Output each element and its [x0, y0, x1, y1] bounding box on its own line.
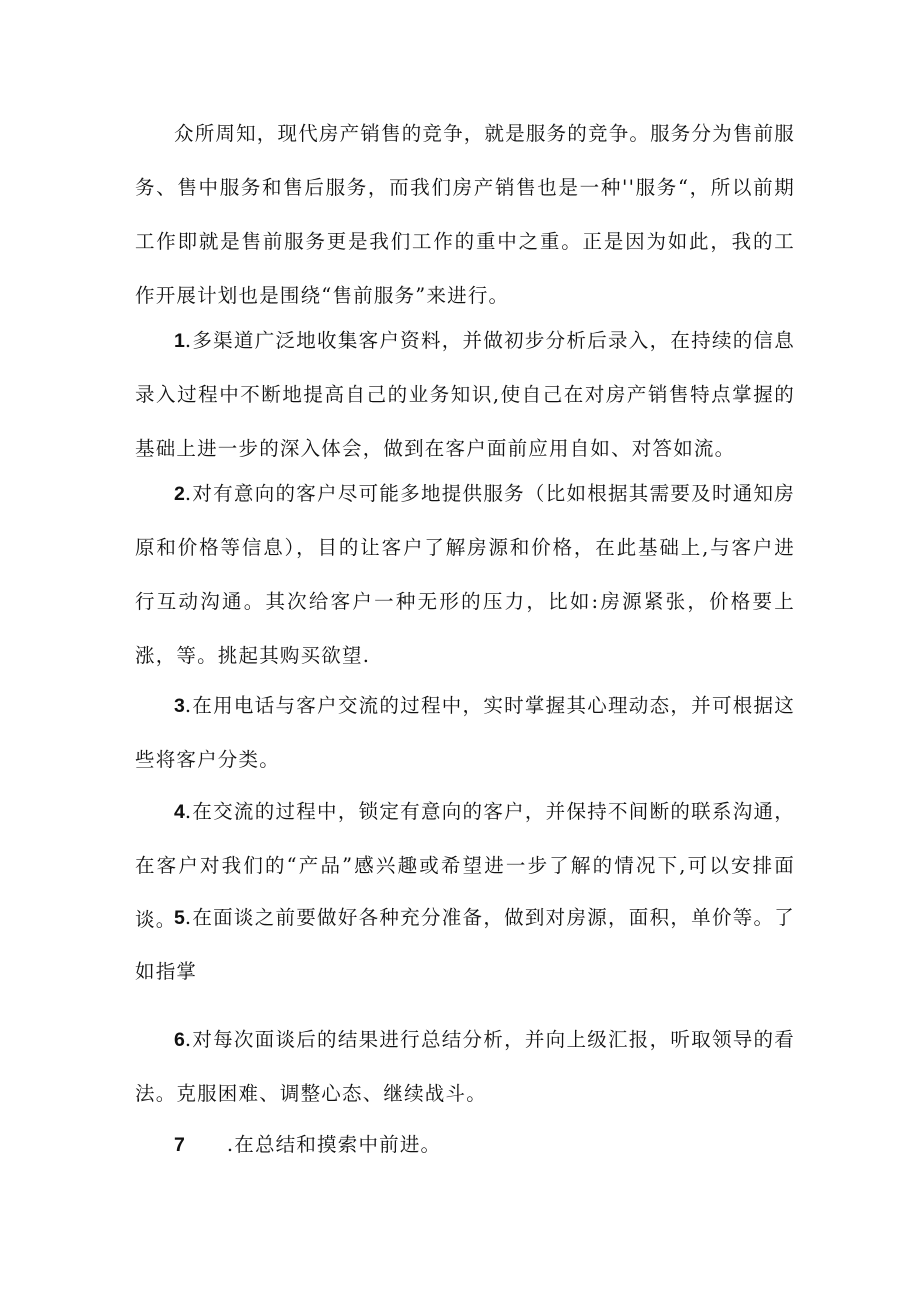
item-number: 2	[174, 483, 185, 505]
item-text: .在总结和摸索中前进。	[226, 1133, 442, 1156]
list-item-5	[135, 891, 795, 999]
list-item-6	[135, 1013, 795, 1121]
item-text: .对有意向的客户尽可能多地提供服务（比如根据其需要及时通知房原和价格等信息），目的让客户了解房源和价格，在此基础上,与客户进行互动沟通。其次给客户一种无形的压力，比如:房源紧张，价格要上涨，等。挑起其购买欲望.	[135, 482, 795, 667]
item-number: 7	[174, 1134, 185, 1156]
list-item-1	[135, 314, 795, 476]
item-number: 1	[174, 330, 185, 352]
intro-paragraph: 众所周知，现代房产销售的竞争，就是服务的竞争。服务分为售前服务、售中服务和售后服务，而我们房产销售也是一种''服务“，所以前期工作即就是售前服务更是我们工作的重中之重。正是因为如此，我的工作开展计划也是围绕“售前服务”来进行。	[135, 122, 796, 307]
item-number: 5	[174, 907, 185, 929]
item-text: .在交流的过程中，锁定有意向的客户，并保持不间断的联系沟通，在客户对我们的“产品”感兴趣或希望进一步了解的情况下,可以安排面谈。	[135, 800, 795, 931]
item-number: 3	[174, 695, 185, 717]
list-item-2	[135, 467, 795, 683]
list-item-3	[135, 679, 795, 787]
item-number: 6	[174, 1029, 185, 1051]
list-item-7	[135, 1118, 795, 1172]
item-number: 4	[174, 801, 185, 823]
item-text: .在面谈之前要做好各种充分准备，做到对房源，面积，单价等。了如指掌	[135, 906, 795, 983]
item-text: .在用电话与客户交流的过程中，实时掌握其心理动态，并可根据这些将客户分类。	[135, 694, 795, 771]
item-text: .多渠道广泛地收集客户资料，并做初步分析后录入，在持续的信息录入过程中不断地提高自己的业务知识,使自己在对房产销售特点掌握的基础上进一步的深入体会，做到在客户面前应用自如、对答如流。	[135, 329, 795, 460]
item-text: .对每次面谈后的结果进行总结分析，并向上级汇报，听取领导的看法。克服困难、调整心态、继续战斗。	[135, 1028, 795, 1105]
